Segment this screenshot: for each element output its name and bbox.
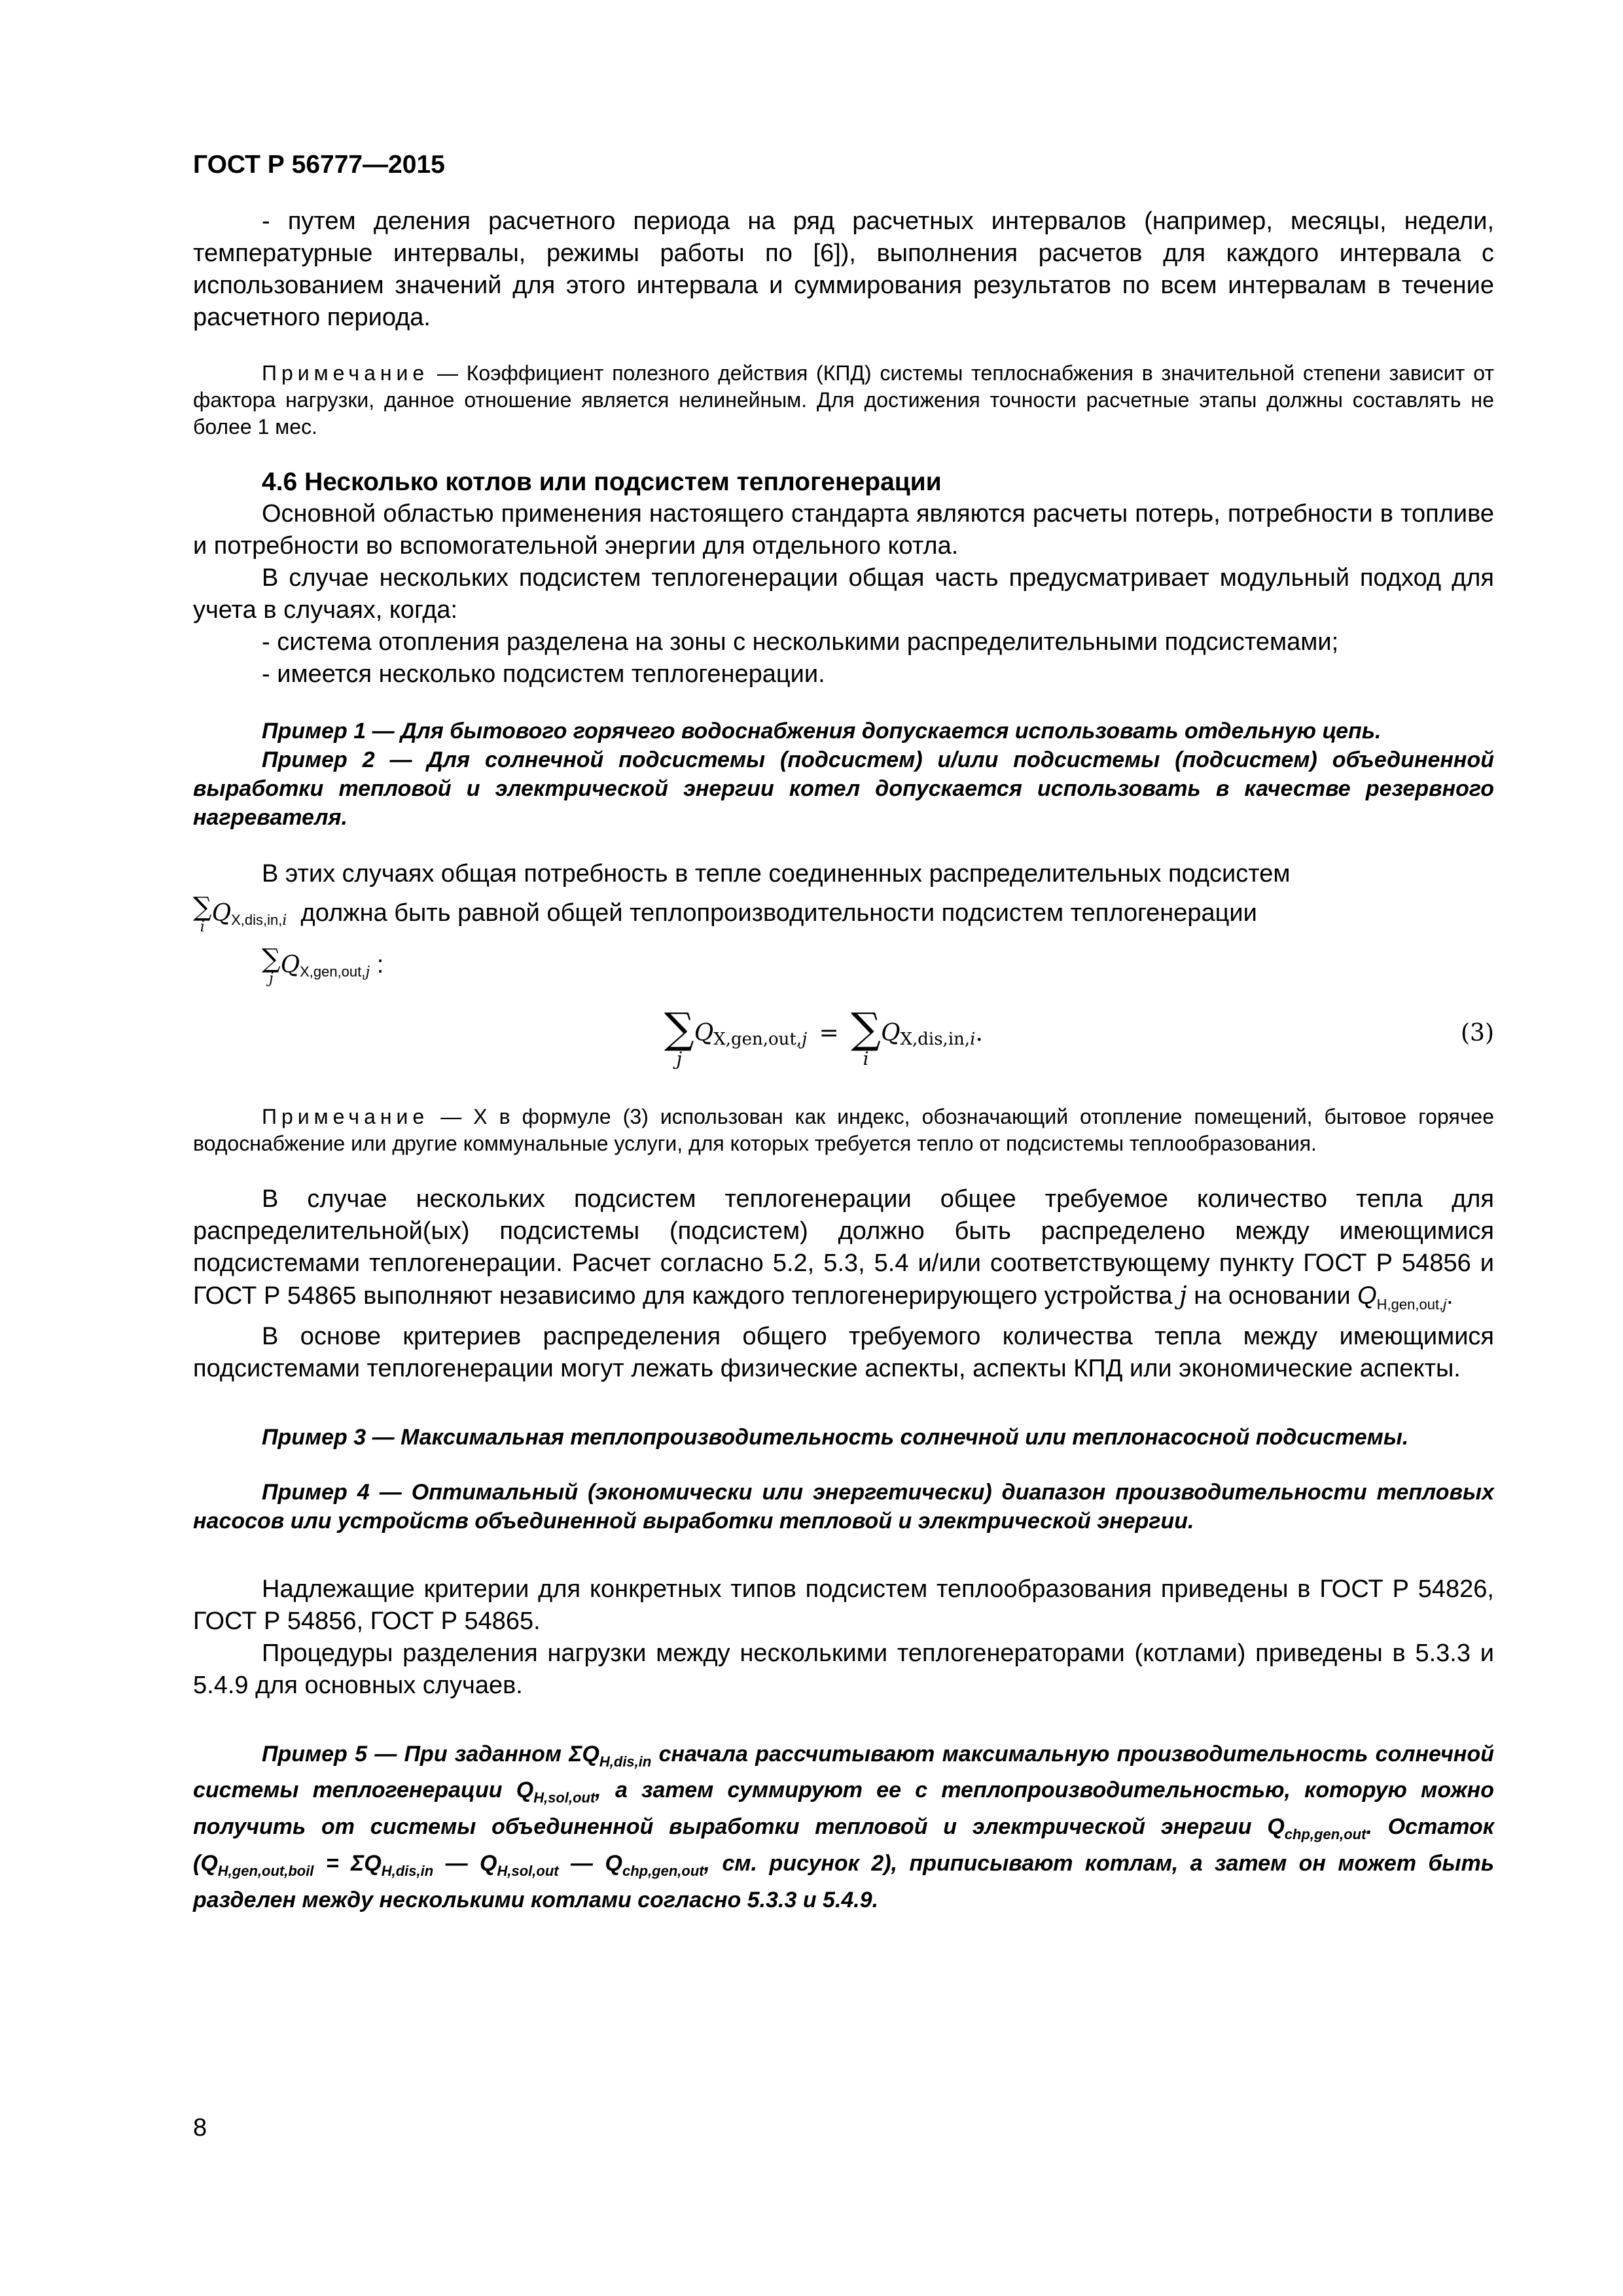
- page-number: 8: [193, 2114, 207, 2142]
- formula-end: .: [975, 1020, 983, 1047]
- paragraph-scope: Основной областью применения настоящего стандарта являются расчеты потерь, потребности в топливе и потребности во вспомогательной энергии для отдельного котла.: [193, 500, 1494, 560]
- var-q: Q: [1357, 1282, 1377, 1310]
- sum-symbol: ∑: [262, 944, 281, 975]
- example-5: Пример 5 — При заданном $\Sigma Q_{H,dis,in}$ сначала рассчитывают максимальную производительность солнечной системы теплогенерации $Q_{H,sol,out}$, а затем суммируют ее с теплопроизводительностью, которую можно получить от системы объединенной выработки тепловой и электрической энергии $Q_{chp,gen,out}$. Остаток ($Q_{H,gen,out,boil} = \Sigma Q_{H,dis,in}$ — $Q_{H,sol,out}$ — $Q_{chp,gen,out}$, см. рисунок 2), приписывают котлам, а затем он может быть разделен между несколькими котлами согласно 5.3.3 и 5.4.9.: [193, 1741, 1495, 1912]
- note-label: Примечание: [262, 361, 429, 385]
- list-item: - имеется несколько подсистем теплогенерации.: [262, 660, 825, 688]
- paragraph-standards: Надлежащие критерии для конкретных типов подсистем теплообразования приведены в ГОСТ Р 54826, ГОСТ Р 54856, ГОСТ Р 54865.: [193, 1575, 1494, 1635]
- paragraph-modular-approach: В случае нескольких подсистем теплогенерации общая часть предусматривает модульный подход для учета в случаях, когда:: [193, 564, 1494, 624]
- formula-q: Q: [694, 1020, 714, 1047]
- formula-subscript-index: i: [970, 1030, 976, 1050]
- formula-subscript-index: j: [802, 1030, 808, 1050]
- example-1: Пример 1 — Для бытового горячего водоснабжения допускается использовать отдельную цепь.: [262, 719, 1382, 744]
- paragraph-heat-demand: В этих случаях общая потребность в тепле соединенных распределительных подсистем: [262, 860, 1291, 888]
- equation-number: (3): [1461, 1020, 1494, 1047]
- example-4: Пример 4 — Оптимальный (экономически или энергетически) диапазон производительности тепловых насосов или устройств объединенной выработки тепловой и электрической энергии.: [193, 1479, 1494, 1534]
- formula-subscript: X,dis,in,: [231, 912, 283, 929]
- note-text: — Коэффициент полезного действия (КПД) системы теплоснабжения в значительной степени зависит от фактора нагрузки, данное отношение является нелинейным. Для достижения точности расчетные этапы должны составлять не более 1 мес.: [193, 361, 1494, 439]
- inline-sum-gen: [193, 946, 1494, 988]
- sum-symbol: ∑: [664, 1005, 694, 1054]
- sum-index: j: [676, 1048, 683, 1070]
- formula-subscript-index: i: [282, 912, 287, 929]
- sum-symbol: ∑: [193, 892, 212, 922]
- formula-subscript: X,gen,out,: [713, 1030, 802, 1050]
- document-page: [193, 151, 1494, 1914]
- formula-q: Q: [211, 900, 232, 927]
- paragraph-criteria: В основе критериев распределения общего требуемого количества тепла между имеющимися подсистемами теплогенерации могут лежать физические аспекты, аспекты КПД или экономические аспекты.: [193, 1322, 1494, 1382]
- subscript-index: j: [1443, 1296, 1447, 1313]
- formula-colon: :: [376, 951, 384, 979]
- sum-index: j: [268, 971, 274, 988]
- var-j: j: [1179, 1281, 1187, 1310]
- paragraph-calculation-periods: - путем деления расчетного периода на ряд расчетных интервалов (например, месяцы, недели, температурные интервалы, режимы работы по [6]), выполнения расчетов для каждого интервала с использованием значений для этого интервала и суммирования результатов по всем интервалам в течение расчетного периода.: [193, 207, 1494, 331]
- example-3: Пример 3 — Максимальная теплопроизводительность солнечной или теплонасосной подсистемы.: [262, 1424, 1409, 1450]
- example-2: Пример 2 — Для солнечной подсистемы (подсистем) и/или подсистемы (подсистем) объединенной выработки тепловой и электрической энергии котел допускается использовать в качестве резервного нагревателя.: [193, 747, 1494, 830]
- note-text: — X в формуле (3) использован как индекс, обозначающий отопление помещений, бытовое горячее водоснабжение или другие коммунальные услуги, для которых требуется тепло от подсистемы теплообразования.: [193, 1105, 1494, 1156]
- paragraph-distribution: В случае нескольких подсистем теплогенерации общее требуемое количество тепла для распределительной(ых) подсистемы (подсистем) должно быть распределено между имеющимися подсистемами теплогенерации. Расчет согласно 5.2, 5.3, 5.4 и/или соответствующему пункту ГОСТ Р 54856 и ГОСТ Р 54865 выполняют независимо для каждого теплогенерирующего устройства j на основании $Q_{H,gen,out,j}$.: [193, 1185, 1494, 1313]
- formula-q: Q: [880, 1020, 901, 1047]
- formula-subscript: X,gen,out,: [300, 963, 366, 980]
- paragraph-heat-demand-cont: должна быть равной общей теплопроизводительности подсистем теплогенерации: [300, 899, 1257, 927]
- section-number: 4.6: [262, 468, 298, 496]
- formula-q: Q: [280, 952, 300, 979]
- formula-equals: =: [819, 1020, 839, 1047]
- note-x-index: [193, 1103, 1494, 1157]
- formula-subscript-index: j: [365, 964, 370, 981]
- formula-subscript: X,dis,in,: [900, 1030, 971, 1050]
- subscript: H,gen,out,: [1376, 1296, 1444, 1313]
- equation-3: [193, 1005, 1494, 1086]
- list-item: - система отопления разделена на зоны с несколькими распределительными подсистемами;: [262, 628, 1339, 656]
- note-efficiency: [193, 360, 1494, 440]
- document-code-header: ГОСТ Р 56777—2015: [193, 151, 445, 179]
- note-label: Примечание: [262, 1105, 429, 1129]
- section-heading: [193, 467, 1494, 498]
- sum-index: i: [863, 1048, 869, 1070]
- paragraph-load-split: Процедуры разделения нагрузки между несколькими теплогенераторами (котлами) приведены в 5.3.3 и 5.4.9 для основных случаев.: [193, 1639, 1494, 1699]
- sum-symbol: ∑: [851, 1005, 881, 1054]
- sum-index: i: [200, 919, 205, 935]
- section-title: Несколько котлов или подсистем теплогенерации: [304, 468, 942, 496]
- inline-sum-dis: [193, 894, 1494, 937]
